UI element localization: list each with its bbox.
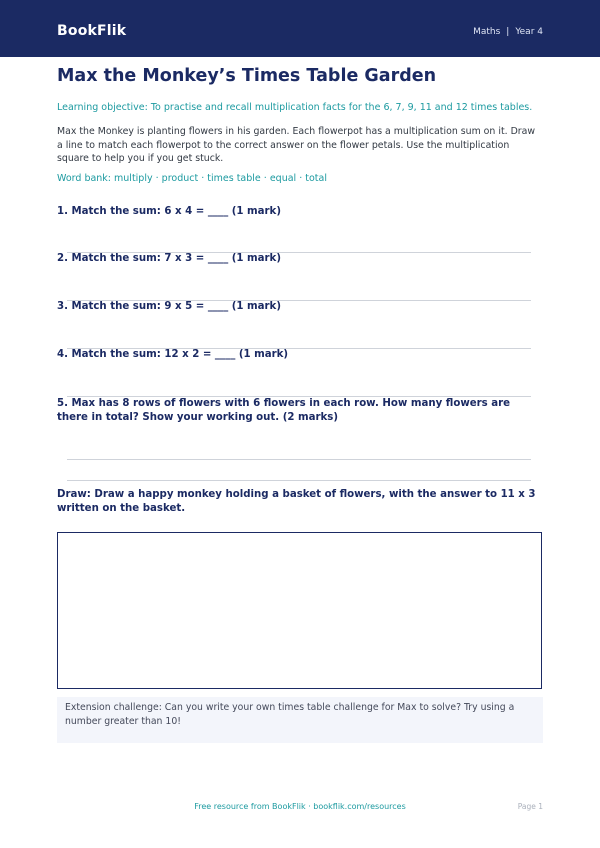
header-bar <box>0 0 600 57</box>
question-1: 1. Match the sum: 6 x 4 = ____ (1 mark) <box>57 206 281 217</box>
learning-objective: Learning objective: To practise and recall multiplication facts for the 6, 7, 9, 11 and 12 times tables. <box>57 102 533 113</box>
meta-separator: | <box>506 27 510 37</box>
answer-line-5b[interactable] <box>67 480 531 481</box>
brand-logo-text: BookFlik <box>57 23 127 39</box>
year-label: Year 4 <box>515 27 543 37</box>
intro-paragraph: Max the Monkey is planting flowers in his garden. Each flowerpot has a multiplication sum on it. Draw a line to match each flowerpot to the correct answer on the flower petals. Use the multiplication square to help you if you get stuck. <box>57 126 536 164</box>
question-4: 4. Match the sum: 12 x 2 = ____ (1 mark) <box>57 349 289 360</box>
page-number: Page 1 <box>517 802 543 811</box>
question-5: 5. Max has 8 rows of flowers with 6 flowers in each row. How many flowers are there in total? Show your working out. (2 marks) <box>57 398 511 423</box>
worksheet-title: Max the Monkey’s Times Table Garden <box>57 66 437 86</box>
subject-year-label <box>473 27 543 37</box>
draw-prompt: Draw: Draw a happy monkey holding a basket of flowers, with the answer to 11 x 3 written on the basket. <box>57 489 536 514</box>
word-bank: Word bank: multiply · product · times table · equal · total <box>57 173 327 184</box>
question-2: 2. Match the sum: 7 x 3 = ____ (1 mark) <box>57 253 281 264</box>
answer-line-5a[interactable] <box>67 459 531 460</box>
subject-label: Maths <box>473 27 501 37</box>
question-3: 3. Match the sum: 9 x 5 = ____ (1 mark) <box>57 301 281 312</box>
footer-text: Free resource from BookFlik · bookflik.com/resources <box>194 802 406 811</box>
drawing-box[interactable] <box>57 532 542 689</box>
extension-challenge: Extension challenge: Can you write your own times table challenge for Max to solve? Try using a number greater than 10! <box>57 697 543 743</box>
